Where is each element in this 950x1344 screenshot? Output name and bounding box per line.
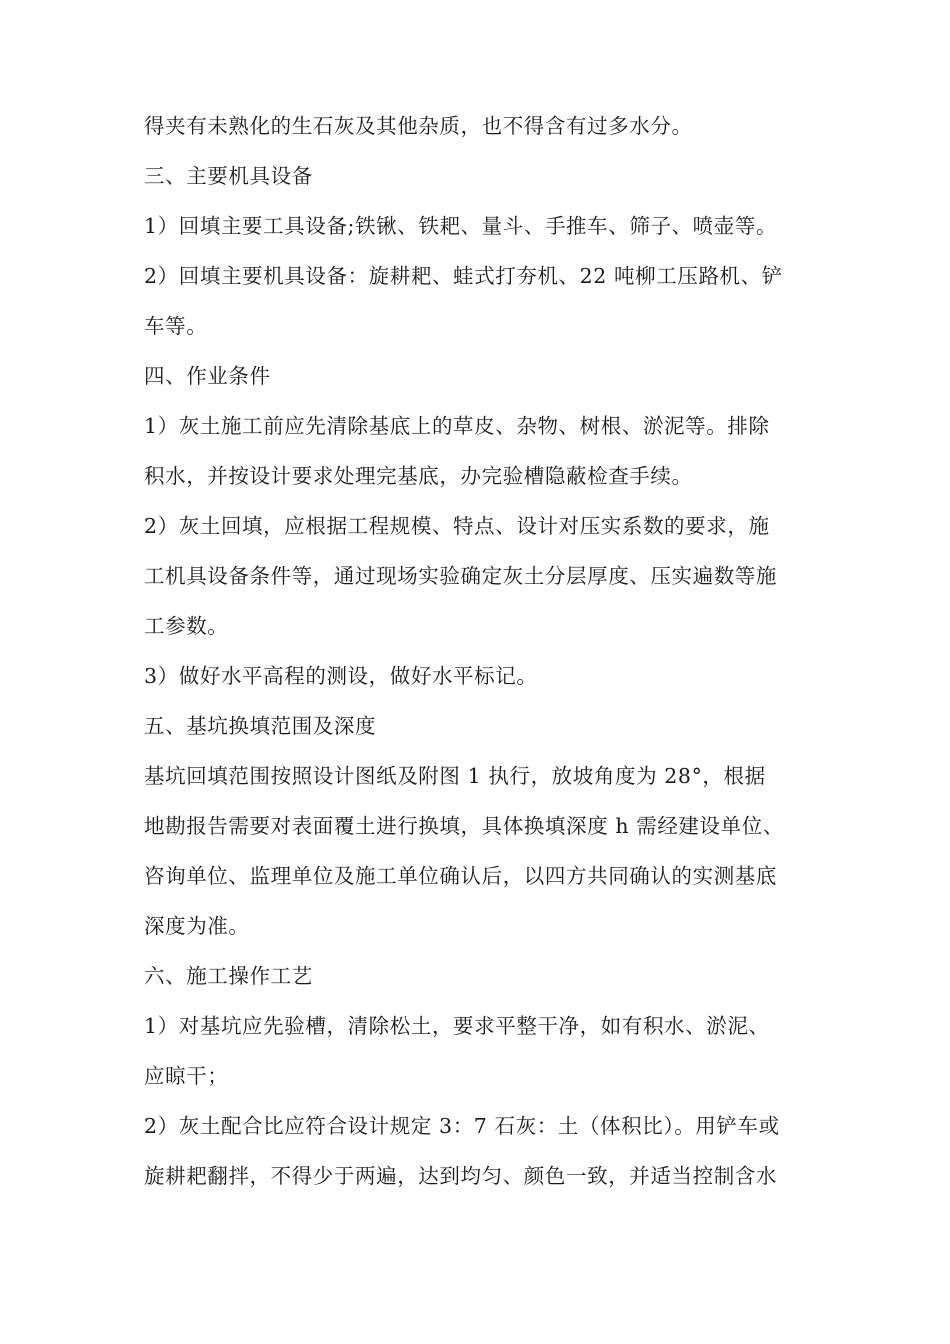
- section-heading-process: 六、施工操作工艺: [144, 964, 313, 988]
- list-item-inspection: 1）对基坑应先验槽，清除松土，要求平整干净，如有积水、淤泥、: [144, 1014, 770, 1038]
- paragraph-scope-cont-1: 地勘报告需要对表面覆土进行换填，具体换填深度 h 需经建设单位、: [144, 814, 784, 838]
- document-body: [144, 101, 824, 1201]
- section-heading-conditions: 四、作业条件: [144, 364, 271, 388]
- list-item-backfill-cont-2: 工参数。: [144, 614, 229, 638]
- list-item-mix-ratio: 2）灰土配合比应符合设计规定 3：7 石灰：土（体积比）。用铲车或: [144, 1114, 780, 1138]
- paragraph-continuation-line: 得夹有未熟化的生石灰及其他杂质，也不得含有过多水分。: [144, 114, 693, 138]
- section-heading-scope: 五、基坑换填范围及深度: [144, 714, 377, 738]
- paragraph-scope: 基坑回填范围按照设计图纸及附图 1 执行，放坡角度为 28°，根据: [144, 764, 766, 788]
- list-item-cleanup-cont: 积水，并按设计要求处理完基底，办完验槽隐蔽检查手续。: [144, 464, 693, 488]
- section-heading-equipment: 三、主要机具设备: [144, 164, 313, 188]
- list-item-machinery: 2）回填主要机具设备：旋耕耙、蛙式打夯机、22 吨柳工压路机、铲: [144, 264, 783, 288]
- list-item-backfill: 2）灰土回填，应根据工程规模、特点、设计对压实系数的要求，施: [144, 514, 770, 538]
- list-item-machinery-cont: 车等。: [144, 314, 208, 338]
- paragraph-scope-cont-2: 咨询单位、监理单位及施工单位确认后，以四方共同确认的实测基底: [144, 864, 777, 888]
- list-item-inspection-cont: 应晾干；: [144, 1064, 229, 1088]
- paragraph-scope-cont-3: 深度为准。: [144, 914, 250, 938]
- list-item-survey: 3）做好水平高程的测设，做好水平标记。: [144, 664, 538, 688]
- list-item-tools: 1）回填主要工具设备;铁锹、铁耙、量斗、手推车、筛子、喷壶等。: [144, 214, 778, 238]
- list-item-cleanup: 1）灰土施工前应先清除基底上的草皮、杂物、树根、淤泥等。排除: [144, 414, 770, 438]
- list-item-backfill-cont-1: 工机具设备条件等，通过现场实验确定灰土分层厚度、压实遍数等施: [144, 564, 777, 588]
- list-item-mix-ratio-cont: 旋耕耙翻拌，不得少于两遍，达到均匀、颜色一致，并适当控制含水: [144, 1164, 777, 1188]
